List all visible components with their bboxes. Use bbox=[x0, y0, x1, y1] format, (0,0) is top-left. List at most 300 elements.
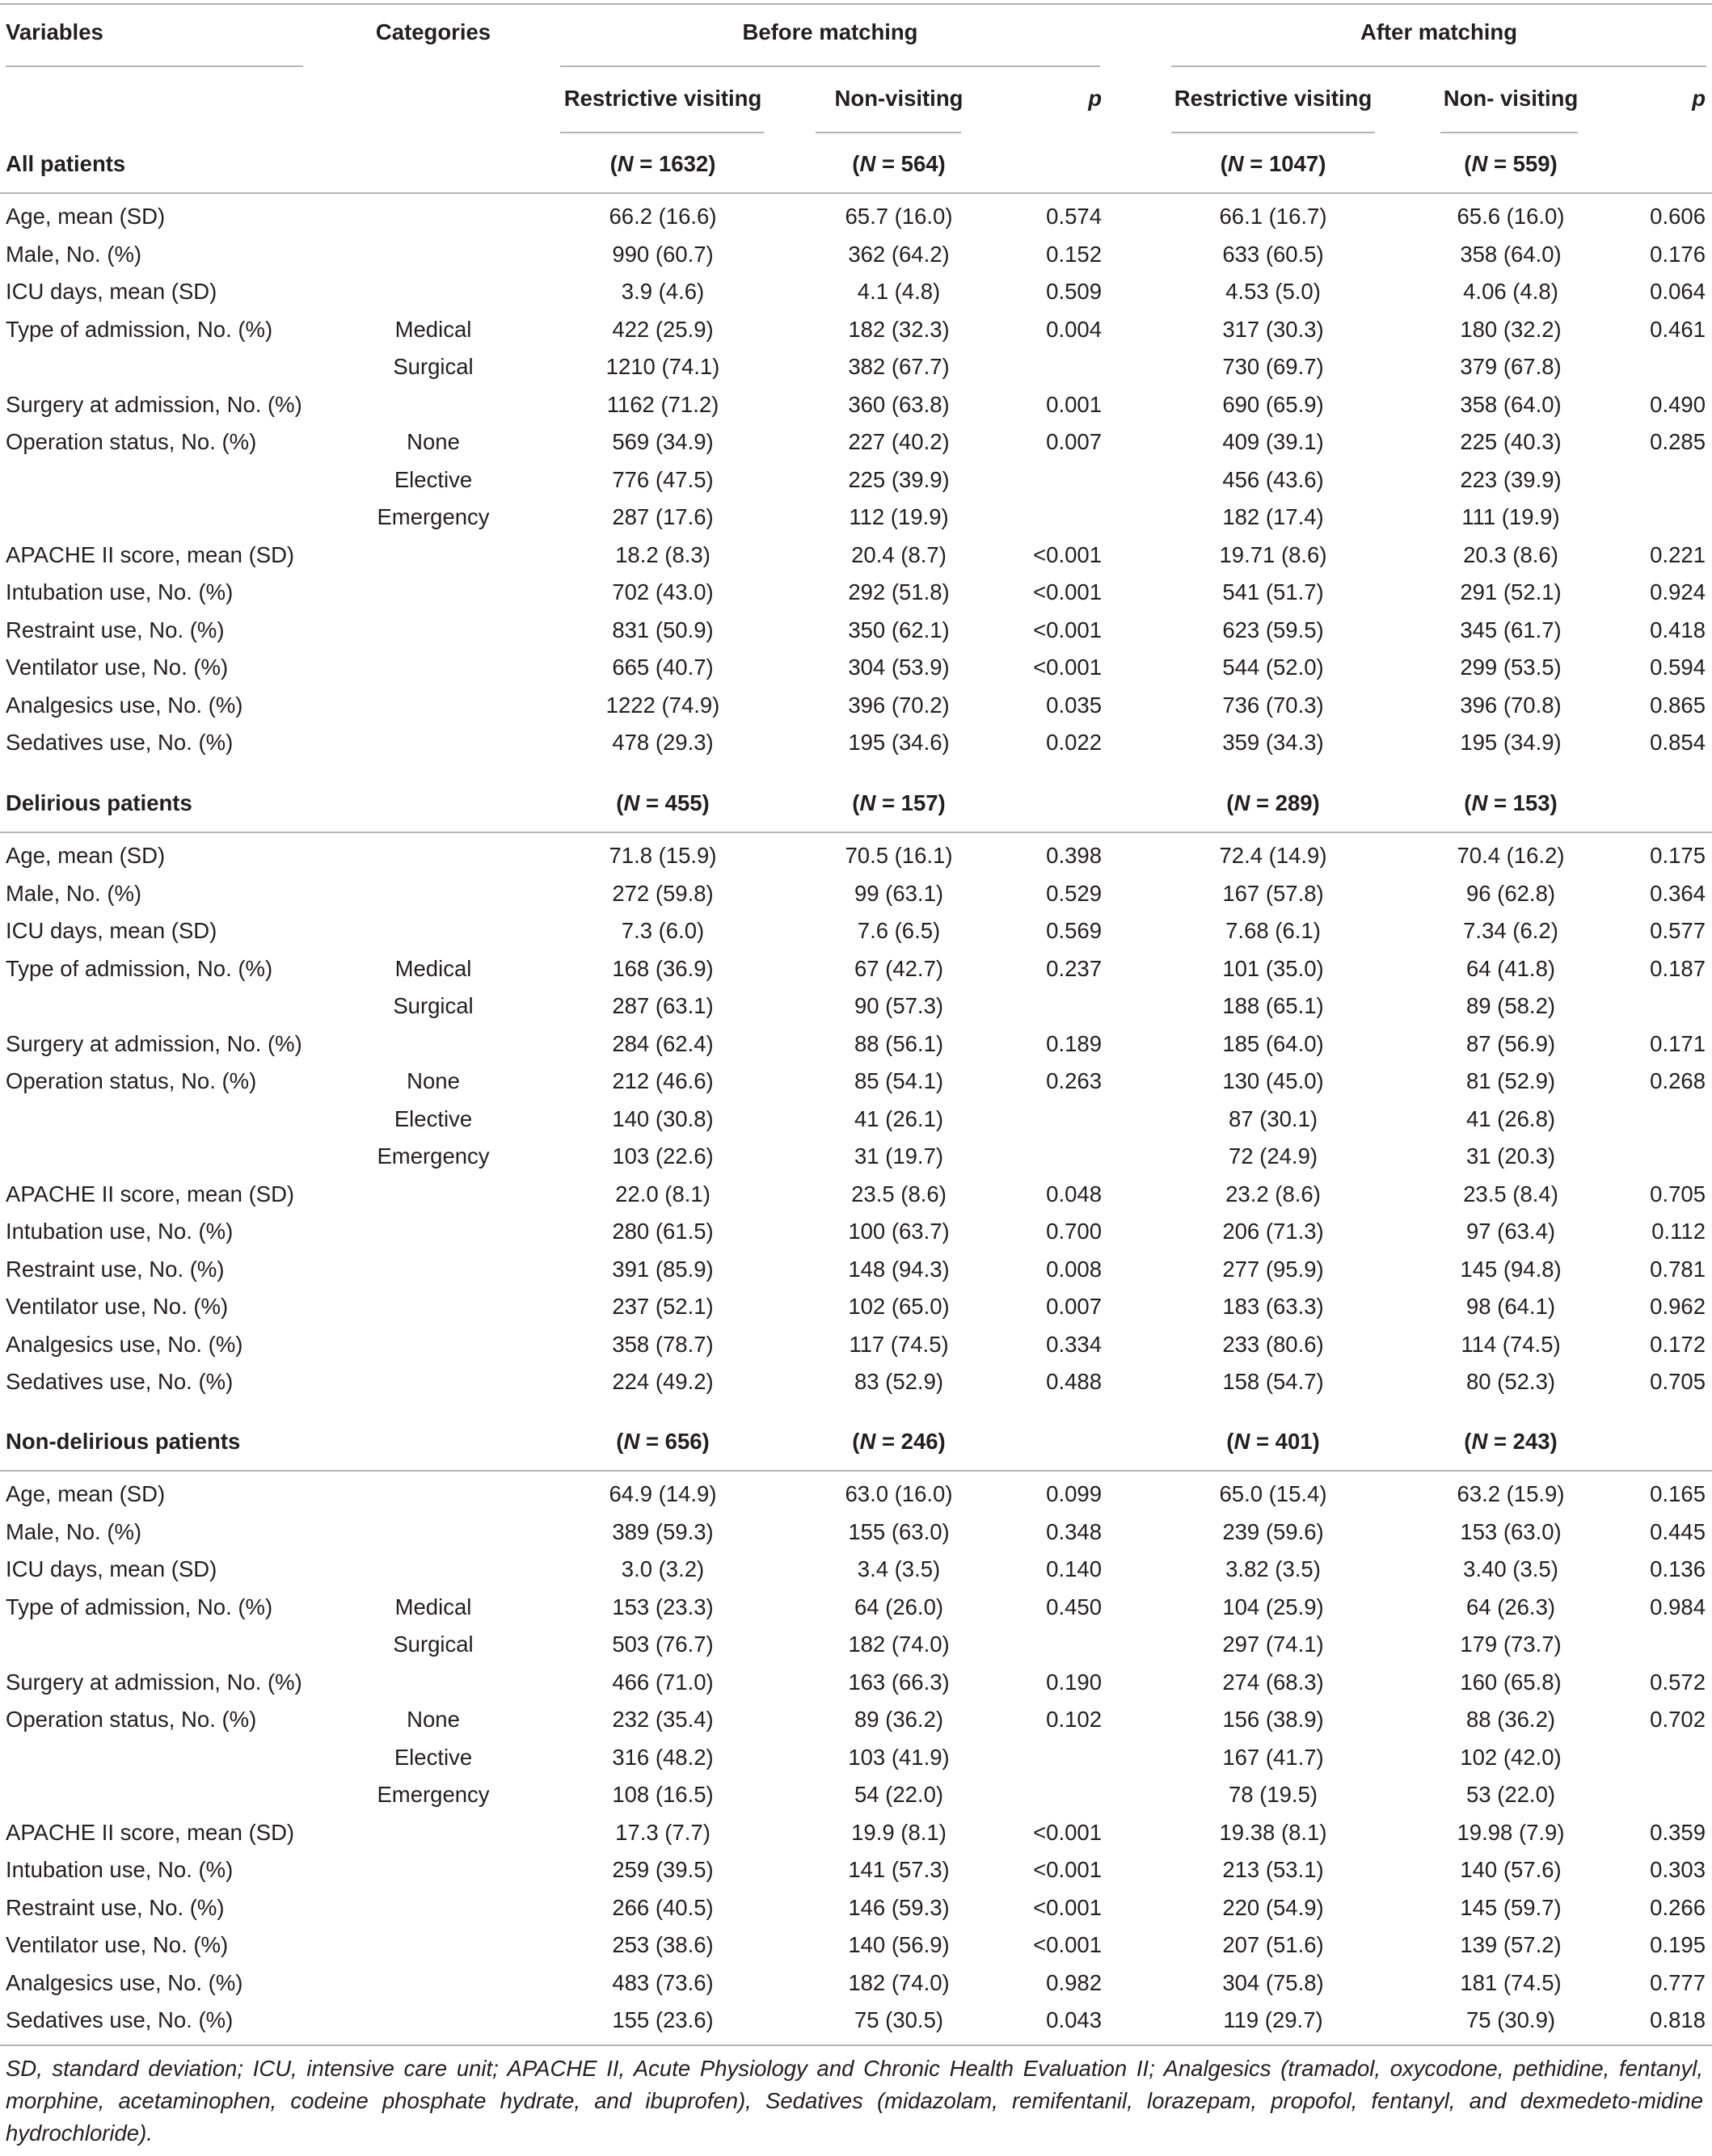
table-row bbox=[0, 273, 1712, 311]
cell-restrictive-after: 633 (60.5) bbox=[1222, 241, 1324, 267]
cell-category bbox=[307, 1551, 559, 1589]
cell-restrictive-before: 155 (23.6) bbox=[612, 2007, 714, 2032]
cell-p-after bbox=[1611, 461, 1706, 499]
cell-variable: APACHE II score, mean (SD) bbox=[6, 1819, 295, 1845]
cell-nonvisiting-after: 145 (59.7) bbox=[1460, 1894, 1562, 1920]
cell-nonvisiting-before: 7.6 (6.5) bbox=[857, 918, 941, 943]
cell-category: Medical bbox=[394, 955, 472, 981]
cell-p-after: 0.781 bbox=[1650, 1256, 1706, 1282]
cell-nonvisiting-before: 141 (57.3) bbox=[848, 1857, 950, 1882]
cell-nonvisiting-before: 31 (19.7) bbox=[854, 1143, 944, 1169]
cell-restrictive-after: 541 (51.7) bbox=[1222, 579, 1324, 604]
cell-p-after: 0.112 bbox=[1651, 1219, 1706, 1244]
cell-nonvisiting-before: 100 (63.7) bbox=[848, 1219, 950, 1244]
cell-p-after: 0.172 bbox=[1650, 1331, 1706, 1357]
cell-nonvisiting-after: 19.98 (7.9) bbox=[1457, 1819, 1565, 1845]
cell-variable: Restraint use, No. (%) bbox=[6, 617, 225, 642]
cell-nonvisiting-before: 75 (30.5) bbox=[854, 2007, 944, 2032]
n-symbol: N bbox=[1471, 790, 1488, 815]
cell-nonvisiting-before: 140 (56.9) bbox=[848, 1932, 950, 1957]
n-symbol: N bbox=[623, 1429, 640, 1454]
cell-variable: Ventilator use, No. (%) bbox=[6, 655, 229, 680]
cell-variable: Restraint use, No. (%) bbox=[6, 1256, 225, 1282]
cell-p-before: <0.001 bbox=[1033, 1819, 1102, 1845]
section-header-row bbox=[0, 785, 1712, 823]
table-row bbox=[0, 423, 1712, 461]
cell-restrictive-before: 259 (39.5) bbox=[612, 1857, 714, 1882]
cell-variable: APACHE II score, mean (SD) bbox=[6, 1181, 295, 1206]
table-row bbox=[0, 1025, 1712, 1063]
cell-p-before: 0.334 bbox=[1046, 1331, 1102, 1357]
cell-p-before: 0.263 bbox=[1046, 1068, 1102, 1093]
cell-p-before: <0.001 bbox=[1033, 541, 1102, 567]
header-nonvisiting-after: Non- visiting bbox=[1443, 86, 1579, 111]
cell-category bbox=[307, 724, 559, 762]
cell-category: Emergency bbox=[377, 1782, 490, 1807]
header-before-matching: Before matching bbox=[742, 19, 918, 44]
cell-p-after: 0.962 bbox=[1650, 1294, 1706, 1319]
cell-nonvisiting-after: 80 (52.3) bbox=[1465, 1369, 1556, 1394]
n-symbol: N bbox=[1233, 1429, 1250, 1454]
before-underline bbox=[560, 65, 1100, 67]
cell-nonvisiting-after: 114 (74.5) bbox=[1461, 1331, 1561, 1357]
table-row bbox=[0, 348, 1712, 386]
cell-restrictive-after: 239 (59.6) bbox=[1222, 1518, 1324, 1544]
cell-restrictive-after: 72 (24.9) bbox=[1228, 1143, 1318, 1169]
cell-category bbox=[307, 1363, 559, 1401]
cell-nonvisiting-after: 97 (63.4) bbox=[1465, 1219, 1556, 1244]
table-row bbox=[0, 1889, 1712, 1927]
cell-category: Elective bbox=[394, 466, 473, 492]
cell-p-before: 0.190 bbox=[1046, 1669, 1102, 1695]
cell-variable: Intubation use, No. (%) bbox=[6, 579, 234, 604]
n-nonvisiting-before: (N = 157) bbox=[852, 790, 946, 815]
cell-restrictive-after: 23.2 (8.6) bbox=[1225, 1181, 1321, 1206]
cell-nonvisiting-after: 179 (73.7) bbox=[1460, 1632, 1562, 1657]
cell-restrictive-after: 544 (52.0) bbox=[1222, 655, 1324, 680]
n-symbol: N bbox=[623, 790, 640, 815]
cell-p-before bbox=[1002, 987, 1102, 1025]
cell-p-before: 0.008 bbox=[1046, 1256, 1102, 1282]
cell-restrictive-before: 7.3 (6.0) bbox=[621, 918, 705, 943]
cell-p-before: 0.102 bbox=[1046, 1707, 1102, 1732]
cell-nonvisiting-after: 153 (63.0) bbox=[1460, 1518, 1562, 1544]
cell-nonvisiting-after: 88 (36.2) bbox=[1465, 1707, 1556, 1732]
cell-variable: Sedatives use, No. (%) bbox=[6, 2007, 234, 2032]
n-nonvisiting-after: (N = 243) bbox=[1464, 1429, 1558, 1454]
table-row bbox=[0, 1664, 1712, 1702]
table-row bbox=[0, 1251, 1712, 1289]
table-row bbox=[0, 198, 1712, 236]
header-after-matching: After matching bbox=[1360, 19, 1518, 44]
table-row bbox=[0, 724, 1712, 762]
cell-restrictive-before: 478 (29.3) bbox=[612, 730, 714, 755]
cell-restrictive-after: 78 (19.5) bbox=[1228, 1782, 1318, 1807]
header-restrictive-after: Restrictive visiting bbox=[1174, 86, 1373, 111]
cell-nonvisiting-after: 299 (53.5) bbox=[1460, 655, 1562, 680]
table-row bbox=[0, 1476, 1712, 1514]
cell-restrictive-before: 108 (16.5) bbox=[612, 1782, 714, 1807]
n-nonvisiting-after: (N = 153) bbox=[1464, 790, 1558, 815]
cell-restrictive-before: 64.9 (14.9) bbox=[609, 1481, 717, 1506]
cell-nonvisiting-after: 102 (42.0) bbox=[1460, 1744, 1562, 1770]
cell-p-after: 0.606 bbox=[1650, 204, 1706, 229]
cell-category: Surgical bbox=[393, 354, 474, 379]
cell-category bbox=[307, 236, 559, 274]
cell-p-before: 0.152 bbox=[1046, 241, 1102, 267]
header-nonvisiting-before: Non-visiting bbox=[834, 86, 964, 111]
cell-p-before: <0.001 bbox=[1033, 1857, 1102, 1882]
cell-variable: Type of admission, No. (%) bbox=[6, 955, 273, 981]
cell-p-after: 0.195 bbox=[1650, 1932, 1706, 1957]
cell-category bbox=[307, 273, 559, 311]
cell-p-before bbox=[1002, 499, 1102, 537]
cell-restrictive-after: 158 (54.7) bbox=[1222, 1369, 1324, 1394]
cell-restrictive-before: 287 (63.1) bbox=[612, 993, 714, 1018]
cell-restrictive-before: 253 (38.6) bbox=[612, 1932, 714, 1957]
cell-nonvisiting-after: 7.34 (6.2) bbox=[1463, 918, 1558, 943]
table-row bbox=[0, 1288, 1712, 1326]
cell-variable: Age, mean (SD) bbox=[6, 1481, 166, 1506]
cell-nonvisiting-before: 65.7 (16.0) bbox=[845, 204, 953, 229]
table-row bbox=[0, 1101, 1712, 1139]
cell-p-after bbox=[1611, 499, 1706, 537]
cell-restrictive-before: 280 (61.5) bbox=[612, 1219, 714, 1244]
cell-restrictive-after: 101 (35.0) bbox=[1222, 955, 1324, 981]
header-p-before: p bbox=[1088, 86, 1102, 111]
cell-nonvisiting-before: 163 (66.3) bbox=[848, 1669, 950, 1695]
cell-p-before: 0.237 bbox=[1046, 955, 1102, 981]
cell-p-after: 0.175 bbox=[1650, 843, 1706, 868]
cell-restrictive-after: 736 (70.3) bbox=[1222, 692, 1324, 718]
cell-category: Surgical bbox=[393, 1632, 474, 1657]
table-row bbox=[0, 1138, 1712, 1176]
cell-category: None bbox=[407, 1068, 460, 1093]
cell-restrictive-before: 569 (34.9) bbox=[612, 429, 714, 454]
cell-nonvisiting-after: 3.40 (3.5) bbox=[1463, 1556, 1558, 1581]
cell-category: Medical bbox=[394, 316, 472, 342]
cell-nonvisiting-before: 54 (22.0) bbox=[854, 1782, 944, 1807]
cell-category: None bbox=[407, 429, 460, 454]
cell-category: Emergency bbox=[377, 504, 490, 529]
cell-restrictive-before: 212 (46.6) bbox=[612, 1068, 714, 1093]
cell-p-after bbox=[1611, 1739, 1706, 1777]
cell-p-after: 0.924 bbox=[1650, 579, 1706, 604]
table-row bbox=[0, 1514, 1712, 1552]
cell-category bbox=[307, 1851, 559, 1889]
cell-nonvisiting-after: 291 (52.1) bbox=[1460, 579, 1562, 604]
cell-variable: Analgesics use, No. (%) bbox=[6, 1331, 243, 1357]
n-restrictive-before: (N = 1632) bbox=[609, 151, 716, 176]
cell-nonvisiting-before: 19.9 (8.1) bbox=[851, 1819, 947, 1845]
cell-variable: Surgery at admission, No. (%) bbox=[6, 391, 302, 417]
header-variables: Variables bbox=[6, 19, 103, 44]
cell-nonvisiting-before: 4.1 (4.8) bbox=[857, 279, 941, 304]
cell-p-before bbox=[1002, 1626, 1102, 1664]
table-row bbox=[0, 1063, 1712, 1101]
cell-restrictive-after: 167 (57.8) bbox=[1222, 880, 1324, 906]
cell-restrictive-after: 409 (39.1) bbox=[1222, 429, 1324, 454]
cell-p-after: 0.266 bbox=[1650, 1894, 1706, 1920]
n-restrictive-after: (N = 1047) bbox=[1220, 151, 1326, 176]
cell-restrictive-before: 665 (40.7) bbox=[612, 655, 714, 680]
cell-nonvisiting-after: 181 (74.5) bbox=[1460, 1969, 1562, 1995]
cell-p-before: 0.189 bbox=[1046, 1030, 1102, 1056]
table-row bbox=[0, 386, 1712, 424]
cell-restrictive-before: 266 (40.5) bbox=[612, 1894, 714, 1920]
cell-category bbox=[307, 1927, 559, 1964]
cell-nonvisiting-after: 98 (64.1) bbox=[1465, 1294, 1556, 1319]
cell-nonvisiting-after: 64 (41.8) bbox=[1465, 955, 1556, 981]
cell-p-after: 0.268 bbox=[1650, 1068, 1706, 1093]
cell-p-before: 0.574 bbox=[1046, 204, 1102, 229]
cell-p-before: <0.001 bbox=[1033, 1894, 1102, 1920]
cell-p-after: 0.221 bbox=[1650, 541, 1706, 567]
cell-variable: ICU days, mean (SD) bbox=[6, 918, 217, 943]
cell-nonvisiting-before: 362 (64.2) bbox=[848, 241, 950, 267]
n-symbol: N bbox=[859, 790, 876, 815]
cell-restrictive-after: 297 (74.1) bbox=[1222, 1632, 1324, 1657]
cell-p-before: 0.488 bbox=[1046, 1369, 1102, 1394]
n-symbol: N bbox=[1233, 790, 1250, 815]
nonvisiting-before-underline bbox=[816, 132, 961, 133]
cell-restrictive-after: 220 (54.9) bbox=[1222, 1894, 1324, 1920]
top-rule bbox=[0, 3, 1712, 5]
cell-restrictive-after: 156 (38.9) bbox=[1222, 1707, 1324, 1732]
cell-category bbox=[307, 649, 559, 687]
cell-nonvisiting-before: 117 (74.5) bbox=[849, 1331, 949, 1357]
cell-p-before bbox=[1002, 1101, 1102, 1139]
cell-restrictive-before: 103 (22.6) bbox=[612, 1143, 714, 1169]
cell-p-after bbox=[1611, 1101, 1706, 1139]
cell-variable: Restraint use, No. (%) bbox=[6, 1894, 225, 1920]
cell-p-after: 0.418 bbox=[1650, 617, 1706, 642]
cell-variable: Analgesics use, No. (%) bbox=[6, 692, 243, 718]
cell-category bbox=[307, 1814, 559, 1852]
cell-restrictive-after: 213 (53.1) bbox=[1222, 1857, 1324, 1882]
cell-p-before: <0.001 bbox=[1033, 655, 1102, 680]
cell-category bbox=[307, 537, 559, 575]
table-row bbox=[0, 1326, 1712, 1364]
cell-restrictive-before: 168 (36.9) bbox=[612, 955, 714, 981]
cell-variable: Operation status, No. (%) bbox=[6, 1707, 257, 1732]
cell-nonvisiting-before: 99 (63.1) bbox=[854, 880, 944, 906]
cell-nonvisiting-after: 225 (40.3) bbox=[1460, 429, 1562, 454]
section-rule bbox=[0, 832, 1712, 833]
cell-p-after: 0.461 bbox=[1650, 316, 1706, 342]
cell-restrictive-after: 188 (65.1) bbox=[1222, 993, 1324, 1018]
cell-variable: Analgesics use, No. (%) bbox=[6, 1969, 243, 1995]
table-row bbox=[0, 1701, 1712, 1739]
cell-nonvisiting-before: 146 (59.3) bbox=[848, 1894, 950, 1920]
header-categories: Categories bbox=[375, 19, 491, 44]
cell-restrictive-before: 224 (49.2) bbox=[612, 1369, 714, 1394]
cell-category bbox=[307, 612, 559, 650]
cell-category bbox=[307, 1176, 559, 1214]
cell-variable: Surgery at admission, No. (%) bbox=[6, 1669, 302, 1695]
n-restrictive-before: (N = 455) bbox=[616, 790, 710, 815]
cell-restrictive-after: 182 (17.4) bbox=[1222, 504, 1324, 529]
cell-restrictive-before: 391 (85.9) bbox=[612, 1256, 714, 1282]
cell-p-after bbox=[1611, 1776, 1706, 1814]
cell-p-before: 0.450 bbox=[1046, 1594, 1102, 1619]
cell-category bbox=[307, 1964, 559, 2002]
cell-restrictive-after: 3.82 (3.5) bbox=[1225, 1556, 1321, 1581]
cell-nonvisiting-after: 345 (61.7) bbox=[1460, 617, 1562, 642]
cell-variable: Age, mean (SD) bbox=[6, 204, 166, 229]
table-row bbox=[0, 1739, 1712, 1777]
cell-category bbox=[307, 837, 559, 875]
cell-nonvisiting-before: 90 (57.3) bbox=[854, 993, 944, 1018]
cell-p-after: 0.490 bbox=[1650, 391, 1706, 417]
cell-restrictive-after: 19.71 (8.6) bbox=[1219, 541, 1327, 567]
cell-restrictive-before: 466 (71.0) bbox=[612, 1669, 714, 1695]
cell-nonvisiting-after: 65.6 (16.0) bbox=[1457, 204, 1565, 229]
cell-p-before: 0.509 bbox=[1046, 279, 1102, 304]
table-row bbox=[0, 311, 1712, 349]
cell-p-after: 0.702 bbox=[1650, 1707, 1706, 1732]
cell-nonvisiting-after: 63.2 (15.9) bbox=[1457, 1481, 1565, 1506]
cell-nonvisiting-after: 396 (70.8) bbox=[1460, 692, 1562, 718]
cell-nonvisiting-after: 111 (19.9) bbox=[1461, 504, 1560, 529]
cell-nonvisiting-before: 83 (52.9) bbox=[854, 1369, 944, 1394]
cell-nonvisiting-before: 182 (32.3) bbox=[848, 316, 950, 342]
cell-category bbox=[307, 1213, 559, 1251]
cell-restrictive-before: 18.2 (8.3) bbox=[615, 541, 711, 567]
cell-restrictive-after: 359 (34.3) bbox=[1222, 730, 1324, 755]
cell-restrictive-after: 206 (71.3) bbox=[1222, 1219, 1324, 1244]
cell-p-after: 0.705 bbox=[1650, 1181, 1706, 1206]
cell-nonvisiting-after: 64 (26.3) bbox=[1465, 1594, 1556, 1619]
table-row bbox=[0, 1589, 1712, 1627]
cell-nonvisiting-before: 41 (26.1) bbox=[854, 1105, 944, 1131]
cell-p-before: 0.004 bbox=[1046, 316, 1102, 342]
table-row bbox=[0, 612, 1712, 650]
cell-restrictive-after: 19.38 (8.1) bbox=[1219, 1819, 1327, 1845]
cell-p-before: 0.035 bbox=[1046, 692, 1102, 718]
cell-nonvisiting-before: 20.4 (8.7) bbox=[851, 541, 947, 567]
section-title: All patients bbox=[6, 151, 126, 176]
cell-restrictive-after: 317 (30.3) bbox=[1222, 316, 1324, 342]
n-restrictive-after: (N = 289) bbox=[1226, 790, 1320, 815]
cell-p-after: 0.777 bbox=[1650, 1969, 1706, 1995]
section-title: Non-delirious patients bbox=[6, 1429, 241, 1454]
n-symbol: N bbox=[1227, 151, 1244, 176]
cell-variable: Operation status, No. (%) bbox=[6, 1068, 257, 1093]
cell-p-before: 0.001 bbox=[1046, 391, 1102, 417]
cell-p-before bbox=[1002, 348, 1102, 386]
cell-p-before: 0.982 bbox=[1046, 1969, 1102, 1995]
cell-p-before: 0.140 bbox=[1046, 1556, 1102, 1581]
nonvisiting-after-underline bbox=[1440, 132, 1578, 133]
cell-restrictive-before: 422 (25.9) bbox=[612, 316, 714, 342]
cell-p-after: 0.865 bbox=[1650, 692, 1706, 718]
cell-category bbox=[307, 1514, 559, 1552]
table-row bbox=[0, 499, 1712, 537]
cell-restrictive-after: 233 (80.6) bbox=[1222, 1331, 1324, 1357]
cell-restrictive-before: 1162 (71.2) bbox=[606, 391, 719, 417]
cell-nonvisiting-before: 148 (94.3) bbox=[848, 1256, 950, 1282]
cell-variable: Ventilator use, No. (%) bbox=[6, 1294, 229, 1319]
cell-nonvisiting-before: 396 (70.2) bbox=[848, 692, 950, 718]
table-row bbox=[0, 1776, 1712, 1814]
cell-variable: Type of admission, No. (%) bbox=[6, 316, 273, 342]
cell-category: Elective bbox=[394, 1105, 473, 1131]
n-symbol: N bbox=[1471, 1429, 1488, 1454]
cell-category: Emergency bbox=[377, 1143, 490, 1169]
section-header-row bbox=[0, 1423, 1712, 1461]
cell-restrictive-before: 831 (50.9) bbox=[612, 617, 714, 642]
cell-variable: Intubation use, No. (%) bbox=[6, 1219, 234, 1244]
cell-restrictive-after: 104 (25.9) bbox=[1222, 1594, 1324, 1619]
cell-category bbox=[307, 1664, 559, 1702]
cell-p-after: 0.364 bbox=[1650, 880, 1706, 906]
cell-p-after: 0.572 bbox=[1650, 1669, 1706, 1695]
cell-p-after: 0.136 bbox=[1650, 1556, 1706, 1581]
cell-category bbox=[307, 198, 559, 236]
cell-variable: Surgery at admission, No. (%) bbox=[6, 1030, 302, 1056]
table-row bbox=[0, 987, 1712, 1025]
cell-variable: Sedatives use, No. (%) bbox=[6, 730, 234, 755]
cell-restrictive-after: 167 (41.7) bbox=[1222, 1744, 1324, 1770]
cell-category bbox=[307, 875, 559, 913]
cell-nonvisiting-after: 195 (34.9) bbox=[1460, 730, 1562, 755]
cell-variable: Sedatives use, No. (%) bbox=[6, 1369, 234, 1394]
cell-category: Medical bbox=[394, 1594, 472, 1619]
table-row bbox=[0, 912, 1712, 950]
n-nonvisiting-before: (N = 564) bbox=[852, 151, 946, 176]
cell-p-after: 0.303 bbox=[1650, 1857, 1706, 1882]
cell-variable: Male, No. (%) bbox=[6, 1518, 142, 1544]
cell-restrictive-after: 456 (43.6) bbox=[1222, 466, 1324, 492]
cell-restrictive-after: 72.4 (14.9) bbox=[1219, 843, 1327, 868]
cell-nonvisiting-after: 75 (30.9) bbox=[1465, 2007, 1556, 2032]
cell-variable: Ventilator use, No. (%) bbox=[6, 1932, 229, 1957]
cell-nonvisiting-after: 81 (52.9) bbox=[1465, 1068, 1556, 1093]
cell-nonvisiting-before: 85 (54.1) bbox=[854, 1068, 944, 1093]
cell-nonvisiting-before: 360 (63.8) bbox=[848, 391, 950, 417]
cell-restrictive-before: 503 (76.7) bbox=[612, 1632, 714, 1657]
cell-p-before: 0.700 bbox=[1046, 1219, 1102, 1244]
cell-variable: Operation status, No. (%) bbox=[6, 429, 257, 454]
table-row bbox=[0, 687, 1712, 725]
cell-variable: Intubation use, No. (%) bbox=[6, 1857, 234, 1882]
table-row bbox=[0, 2002, 1712, 2040]
cell-restrictive-before: 284 (62.4) bbox=[612, 1030, 714, 1056]
cell-p-after: 0.445 bbox=[1650, 1518, 1706, 1544]
cell-p-after bbox=[1611, 1626, 1706, 1664]
table-row bbox=[0, 837, 1712, 875]
cell-nonvisiting-before: 155 (63.0) bbox=[848, 1518, 950, 1544]
cell-restrictive-before: 22.0 (8.1) bbox=[615, 1181, 711, 1206]
cell-category bbox=[307, 912, 559, 950]
cell-p-before bbox=[1002, 1776, 1102, 1814]
cell-p-after: 0.165 bbox=[1650, 1481, 1706, 1506]
section-rule bbox=[0, 192, 1712, 194]
cell-category bbox=[307, 1326, 559, 1364]
cell-nonvisiting-after: 160 (65.8) bbox=[1460, 1669, 1562, 1695]
table-row bbox=[0, 1213, 1712, 1251]
cell-variable: ICU days, mean (SD) bbox=[6, 1556, 217, 1581]
cell-nonvisiting-before: 23.5 (8.6) bbox=[851, 1181, 947, 1206]
table-row bbox=[0, 950, 1712, 988]
table-row bbox=[0, 537, 1712, 575]
cell-p-before bbox=[1002, 1739, 1102, 1777]
cell-nonvisiting-after: 89 (58.2) bbox=[1465, 993, 1556, 1018]
table-row bbox=[0, 461, 1712, 499]
cell-nonvisiting-before: 195 (34.6) bbox=[848, 730, 950, 755]
cell-restrictive-before: 990 (60.7) bbox=[612, 241, 714, 267]
